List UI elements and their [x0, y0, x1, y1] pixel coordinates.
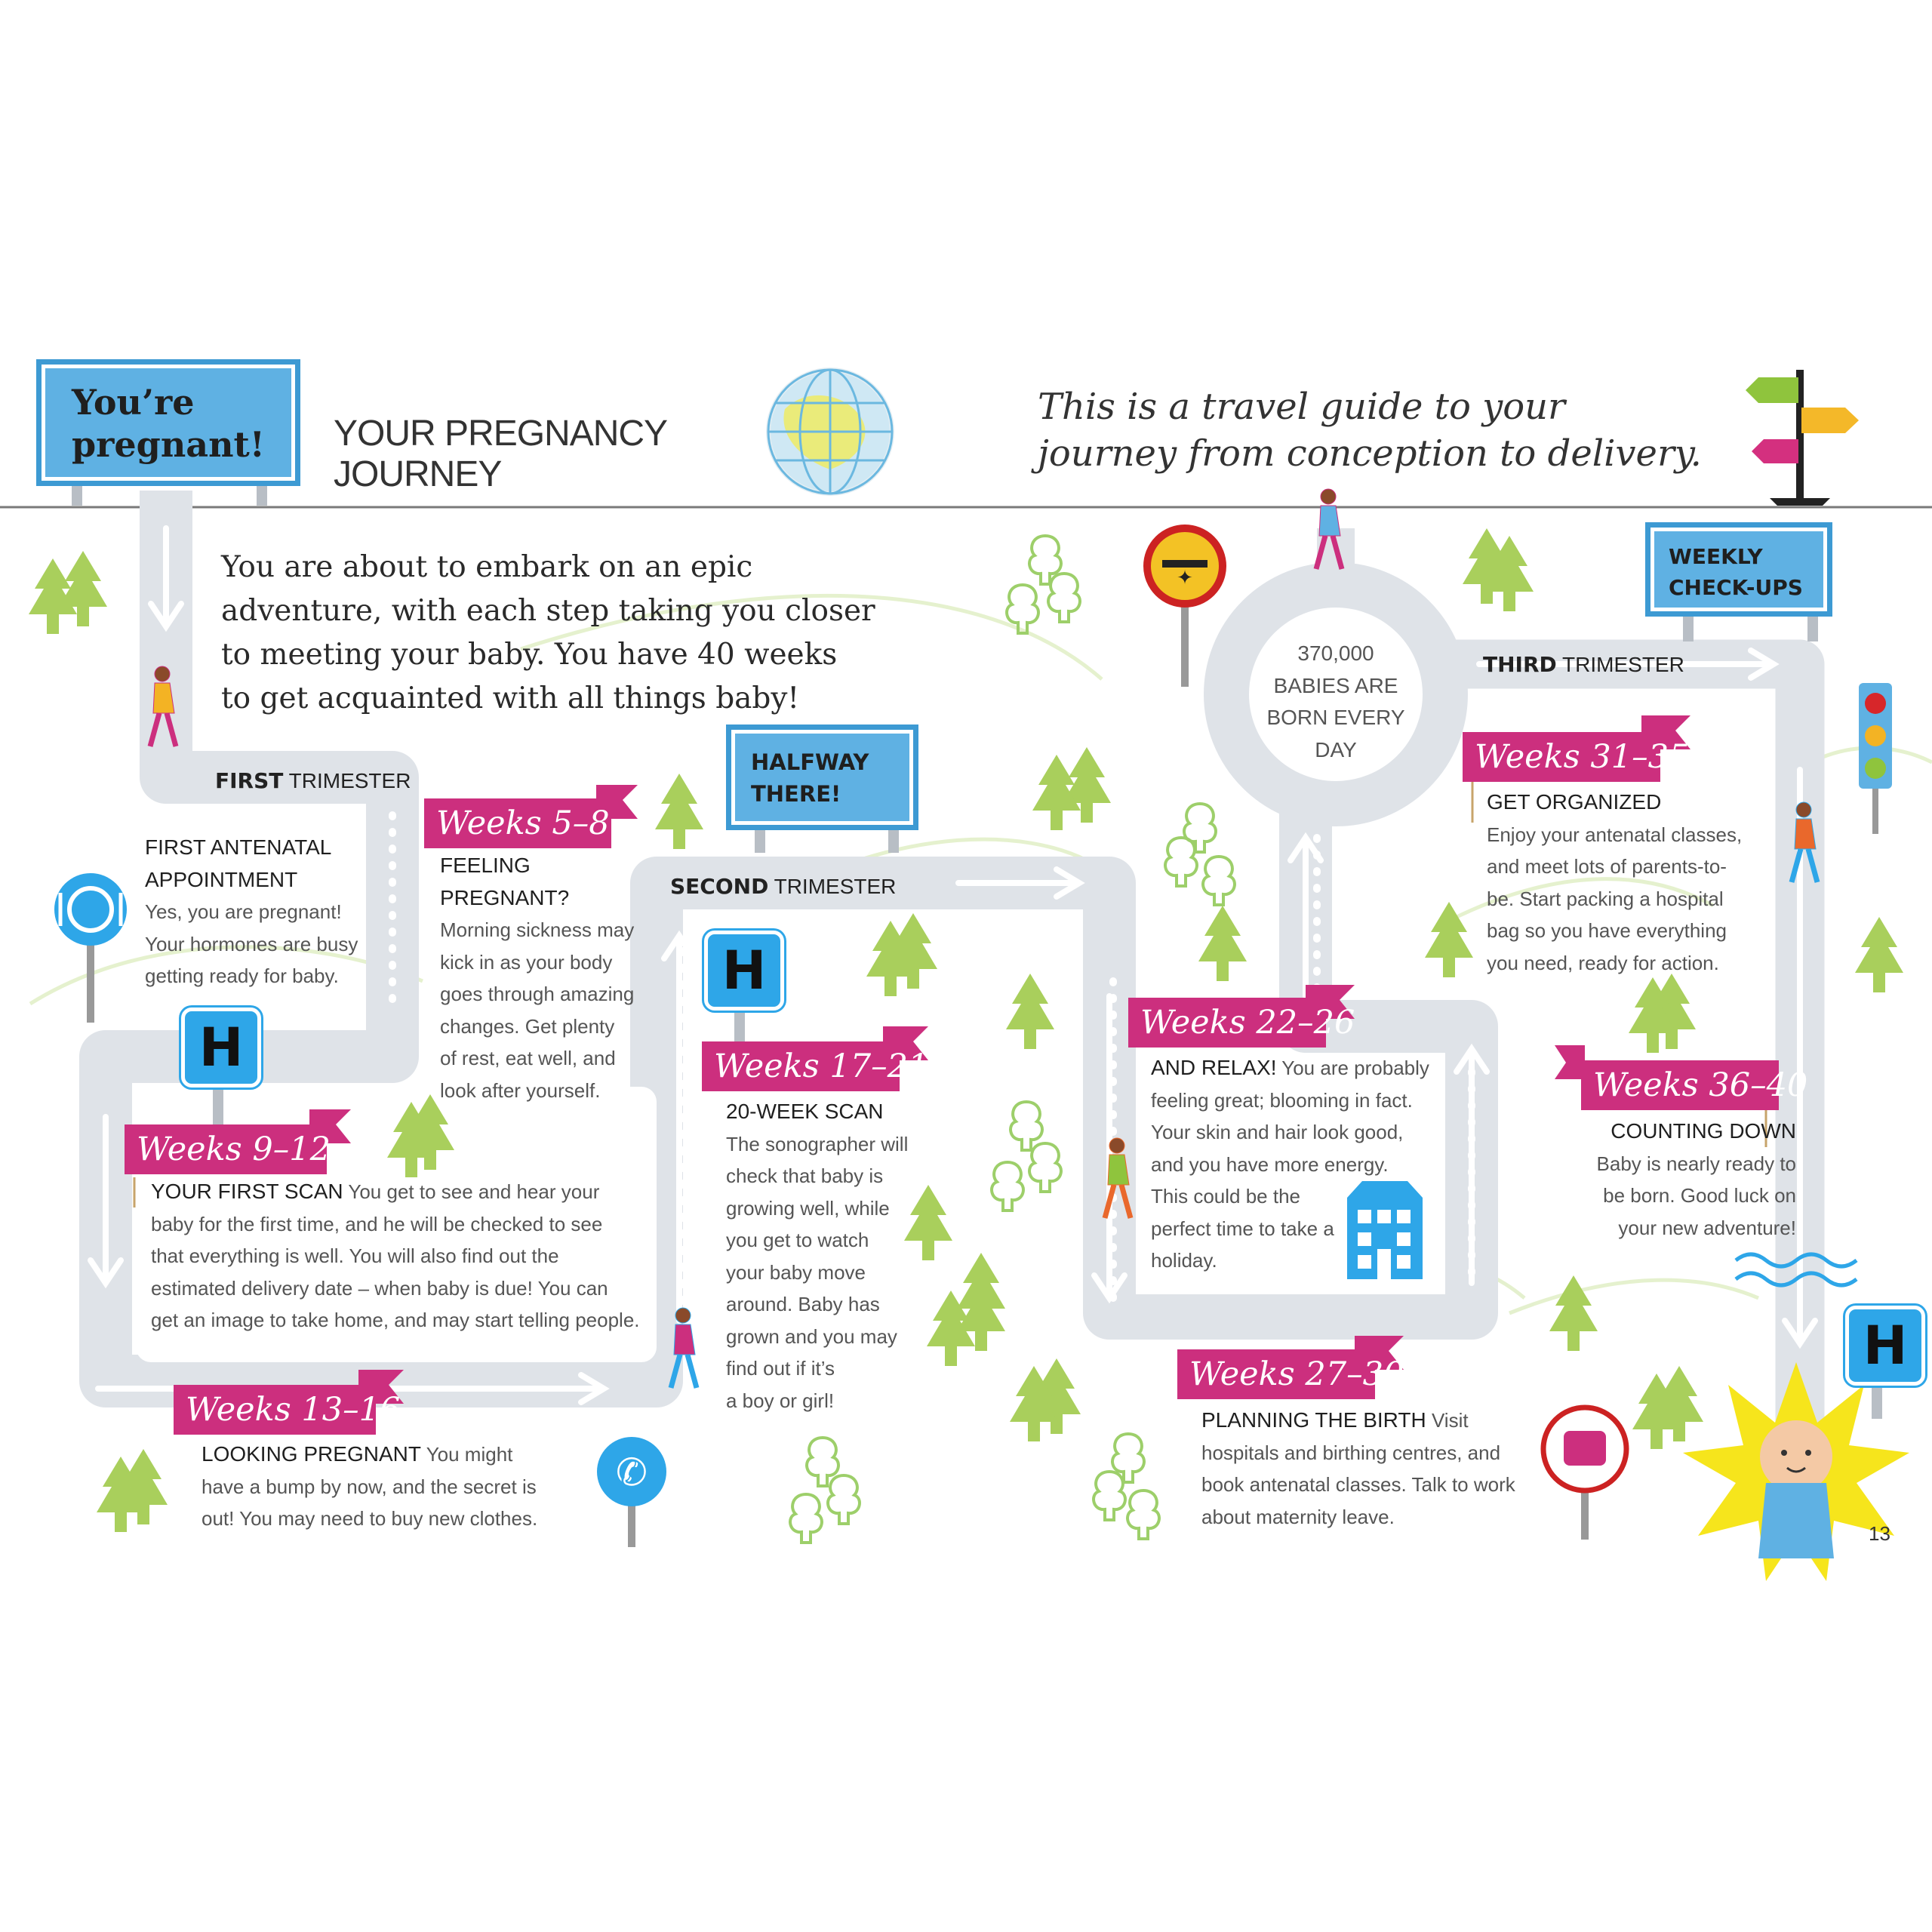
intro-line: to meeting your baby. You have 40 weeks [221, 638, 838, 672]
first-appointment-line: Yes, you are pregnant! [145, 900, 342, 923]
first-trimester-rest: TRIMESTER [288, 769, 411, 792]
weeks-22-26-line: perfect time to take a [1151, 1217, 1334, 1240]
weeks-27-30-first-line [1201, 1404, 1515, 1437]
hospital-sign: H [704, 931, 784, 1011]
weeks-22-26-line: and you have more energy. [1151, 1152, 1389, 1176]
weeks-5-8-line: changes. Get plenty [440, 1014, 615, 1038]
page-title-line2: JOURNEY [334, 454, 502, 494]
first-trimester-bold: FIRST [215, 768, 284, 793]
roundabout-line: 370,000 [1297, 641, 1374, 665]
weeks-13-16-banner: Weeks 13–16 [174, 1385, 376, 1435]
weeks-36-40-line: Baby is nearly ready to [1596, 1152, 1796, 1175]
youre-pregnant-sign-text: You’re pregnant! [72, 382, 265, 465]
weeks-17-21-line: your baby move [726, 1260, 866, 1284]
weeks-9-12-line: get an image to take home, and may start telling people. [151, 1309, 640, 1331]
weeks-17-21-line: you get to watch [726, 1229, 869, 1251]
weeks-17-21-line: find out if it’s [726, 1357, 835, 1380]
svg-text:✆: ✆ [616, 1451, 648, 1494]
svg-text:✦: ✦ [1177, 566, 1193, 589]
weeks-5-8-line: goes through amazing [440, 983, 635, 1005]
weeks-9-12-line: baby for the first time, and he will be checked to see [151, 1212, 603, 1235]
weeks-27-30-line: Visit [1431, 1409, 1469, 1432]
weeks-31-35-text [1487, 786, 1742, 979]
weeks-5-8-heading: FEELING [440, 854, 531, 877]
weeks-36-40-line: be born. Good luck on [1603, 1184, 1796, 1207]
first-appointment-line: Your hormones are busy [145, 932, 358, 955]
weeks-17-21-line: grown and you may [726, 1324, 897, 1348]
third-trimester-rest: TRIMESTER [1562, 653, 1684, 676]
roundabout-fact [1223, 638, 1449, 766]
weeks-22-26-line: feeling great; blooming in fact. [1151, 1088, 1413, 1112]
weeks-31-35-line: bag so you have everything [1487, 919, 1727, 942]
tagline-line2: journey from conception to delivery. [1038, 432, 1702, 475]
weeks-22-26-line: Your skin and hair look good, [1151, 1121, 1404, 1143]
weeks-17-21-line: check that baby is [726, 1164, 884, 1187]
weeks-9-12-line: that everything is well. You will also find out the [151, 1244, 559, 1267]
weeks-22-26-text [1151, 1052, 1429, 1277]
weeks-5-8-line: of rest, eat well, and [440, 1047, 616, 1069]
weeks-17-21-banner: Weeks 17–21 [702, 1041, 900, 1091]
first-appointment-heading: FIRST ANTENATAL [145, 835, 332, 859]
halfway-line2: THERE! [751, 781, 841, 807]
hospital-sign: H [1845, 1306, 1925, 1386]
weeks-31-35-heading: GET ORGANIZED [1487, 790, 1662, 814]
weeks-31-35-banner: Weeks 31–35 [1463, 732, 1660, 782]
page-title [334, 414, 667, 495]
weeks-17-21-line: growing well, while [726, 1196, 890, 1220]
weeks-17-21-text [726, 1096, 908, 1417]
weeks-13-16-line: have a bump by now, and the secret is [202, 1475, 537, 1498]
weeks-22-26-line: This could be the [1151, 1185, 1301, 1208]
weeks-17-21-heading: 20-WEEK SCAN [726, 1100, 884, 1123]
weeks-31-35-line: and meet lots of parents-to- [1487, 855, 1727, 878]
weeks-27-30-heading: PLANNING THE BIRTH [1201, 1408, 1426, 1432]
weeks-31-35-line: you need, ready for action. [1487, 951, 1719, 974]
roundabout-line: BABIES ARE [1273, 673, 1398, 697]
weeks-9-12-line: You get to see and hear your [348, 1180, 600, 1203]
second-trimester-rest: TRIMESTER [774, 875, 897, 898]
weeks-9-12-line: estimated delivery date – when baby is due! You can [151, 1276, 608, 1300]
weeks-36-40-heading: COUNTING DOWN [1611, 1119, 1796, 1143]
hospital-sign: H [181, 1008, 261, 1088]
weeks-13-16-line: You might [426, 1443, 513, 1466]
weeks-36-40-line: your new adventure! [1618, 1216, 1796, 1239]
first-appointment-block [145, 832, 358, 992]
weeks-5-8-banner: Weeks 5–8 [424, 798, 611, 848]
weeks-22-26-heading: AND RELAX! [1151, 1056, 1277, 1079]
weeks-5-8-text [440, 850, 634, 1106]
weeks-22-26-line: holiday. [1151, 1249, 1217, 1272]
weeks-27-30-line: hospitals and birthing centres, and [1201, 1441, 1501, 1464]
weeks-31-35-line: Enjoy your antenatal classes, [1487, 823, 1743, 846]
weeks-13-16-first-line [202, 1438, 537, 1471]
weeks-13-16-line: out! You may need to buy new clothes. [202, 1507, 538, 1530]
intro-line: You are about to embark on an epic [221, 550, 753, 584]
first-appointment-line: getting ready for baby. [145, 964, 339, 987]
weeks-9-12-banner: Weeks 9–12 [125, 1124, 327, 1174]
weeks-5-8-heading: PREGNANT? [440, 885, 570, 909]
first-appointment-heading: APPOINTMENT [145, 867, 298, 891]
youre-pregnant-sign [36, 359, 300, 486]
page-number: 13 [1869, 1522, 1890, 1545]
intro-line: adventure, with each step taking you closer [221, 594, 875, 628]
weeks-13-16-text [202, 1438, 537, 1535]
weeks-9-12-heading: YOUR FIRST SCAN [151, 1180, 343, 1203]
weeks-13-16-heading: LOOKING PREGNANT [202, 1442, 421, 1466]
third-trimester-label [1483, 652, 1684, 677]
tagline [1038, 383, 1702, 477]
weeks-27-30-banner: Weeks 27–30 [1177, 1349, 1375, 1399]
weeks-31-35-line: be. Start packing a hospital [1487, 887, 1724, 910]
halfway-sign [726, 724, 918, 830]
weekly-line1: WEEKLY [1669, 544, 1763, 569]
weeks-17-21-line: a boy or girl! [726, 1389, 835, 1412]
intro-paragraph [221, 546, 875, 721]
weeks-9-12-text [151, 1176, 640, 1337]
weeks-22-26-banner: Weeks 22–26 [1128, 998, 1326, 1048]
weeks-5-8-line: kick in as your body [440, 950, 613, 974]
weeks-22-26-line: You are probably [1281, 1057, 1429, 1079]
weeks-36-40-banner: Weeks 36–40 [1581, 1060, 1779, 1110]
roundabout-line: BORN EVERY [1266, 706, 1405, 729]
weeks-17-21-line: The sonographer will [726, 1132, 909, 1155]
weeks-9-12-first-line [151, 1176, 640, 1208]
intro-line: to get acquainted with all things baby! [221, 681, 800, 715]
halfway-line1: HALFWAY [751, 749, 869, 775]
weeks-27-30-text [1201, 1404, 1515, 1533]
third-trimester-bold: THIRD [1483, 652, 1557, 677]
tagline-line1: This is a travel guide to your [1038, 386, 1565, 428]
weekly-line2: CHECK-UPS [1669, 575, 1803, 600]
weeks-5-8-line: look after yourself. [440, 1078, 601, 1102]
weeks-17-21-line: around. Baby has [726, 1293, 880, 1315]
weekly-checkups-sign [1645, 522, 1832, 617]
first-trimester-label [215, 768, 411, 793]
second-trimester-bold: SECOND [670, 874, 769, 899]
weeks-27-30-line: book antenatal classes. Talk to work [1201, 1473, 1515, 1496]
weeks-36-40-text [1540, 1115, 1796, 1244]
weeks-5-8-line: Morning sickness may [440, 918, 635, 941]
second-trimester-label [670, 874, 896, 899]
roundabout-line: DAY [1315, 737, 1357, 761]
weeks-27-30-line: about maternity leave. [1201, 1505, 1395, 1528]
page-title-line1: YOUR PREGNANCY [334, 414, 668, 454]
weeks-22-26-first-line [1151, 1052, 1429, 1084]
